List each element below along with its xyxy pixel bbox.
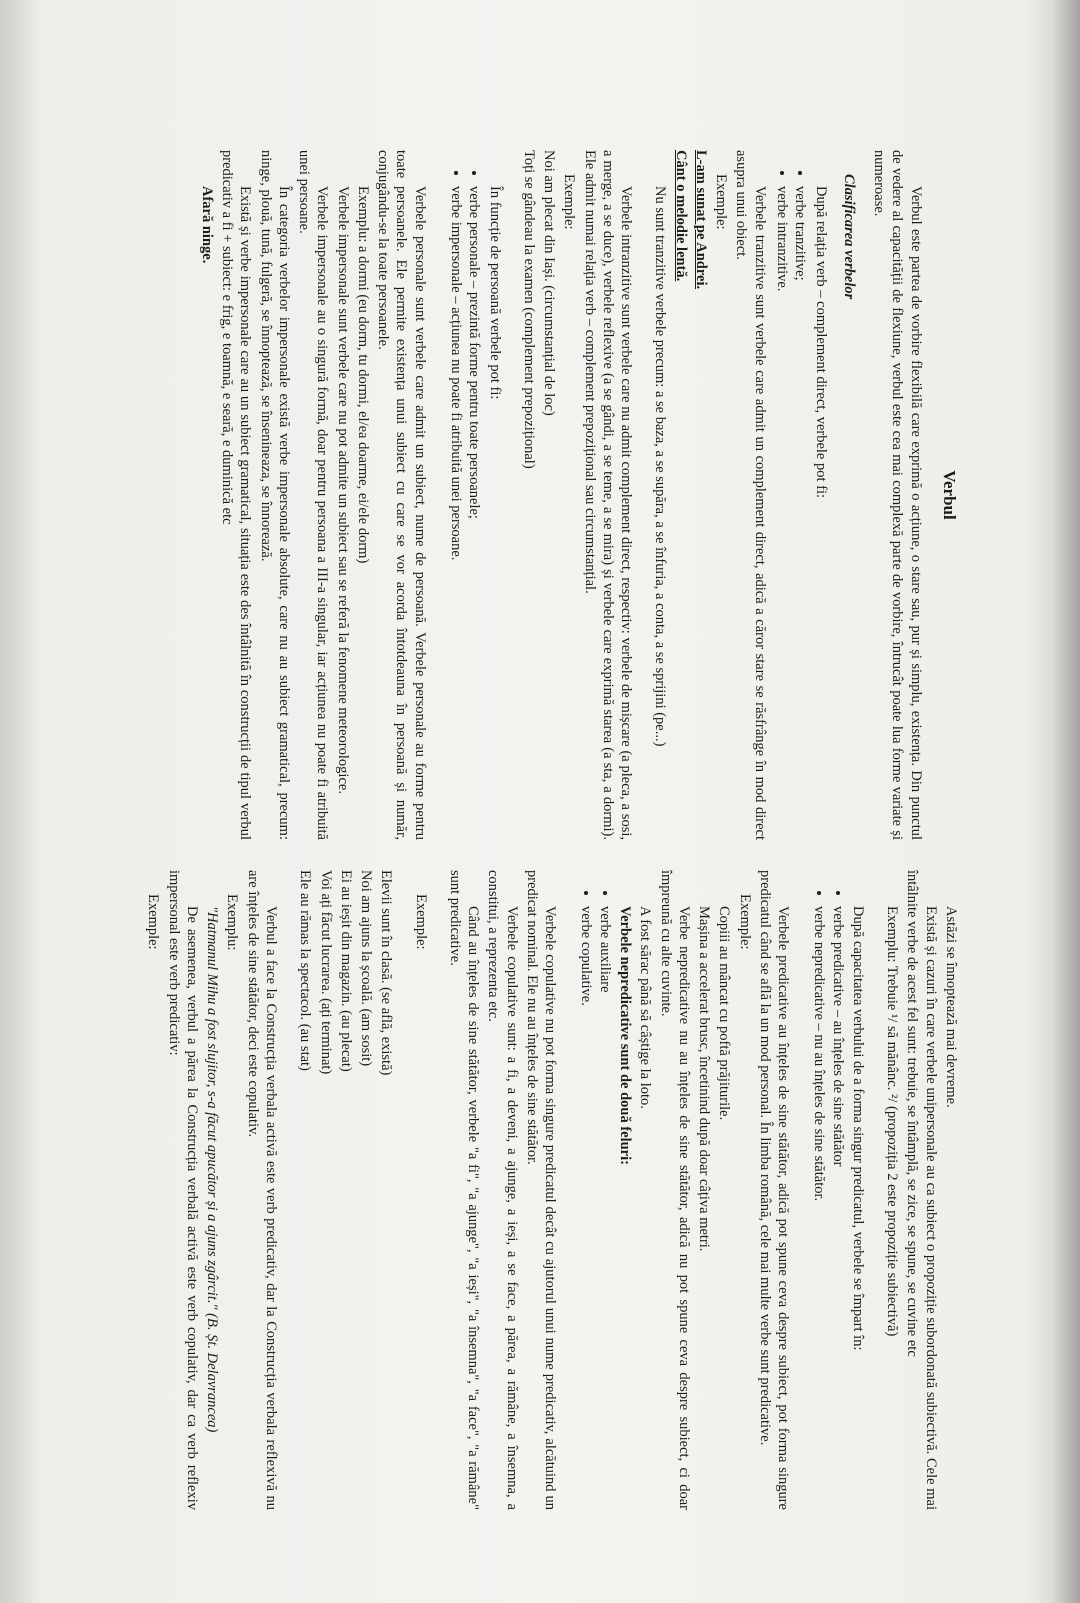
- example-line: Noi am plecat din Iași. (circumstanțial de loc): [541, 150, 558, 416]
- final-example: Afară ninge.: [198, 186, 215, 264]
- right-page: [100, 870, 960, 1510]
- examples-label: Exemple:: [736, 894, 753, 950]
- nonpredicative-example: A fost sărac până să câștige la loto.: [637, 906, 654, 1109]
- predicative-definition: Verbele predicative au înțeles de sine stătător, adică pot spune ceva despre subiect, pot forma singure predicatul când se află la un mod personal. În limba română, cele mai multe verbe sunt predicative.: [756, 870, 792, 1510]
- example-line: Mașina a accelerat brusc, încetinind după doar câțiva metri.: [696, 906, 713, 1252]
- examples-label: Exemple:: [412, 894, 429, 950]
- example-line: Cânt o melodie lentă.: [672, 150, 689, 282]
- example-line: Ele au rămas la spectacol. (au stat): [297, 870, 314, 1071]
- left-page: [100, 150, 960, 840]
- relation-list: [773, 186, 810, 840]
- example-line: L-am sunat pe Andrei.: [692, 150, 709, 290]
- impersonal-definition: Verbele impersonale sunt verbele care nu pot admite un subiect sau se referă la fenomene meteorologice.: [334, 186, 351, 794]
- examples-label: Exemple:: [561, 174, 578, 230]
- examples-label: Exemple:: [713, 174, 730, 230]
- face-note: Verbul a face la Construcția verbala activă este verb predicativ, dar la Construcția verbala reflexivă nu are înțeles de sine stătător, deci este copulativ.: [244, 870, 280, 1510]
- example-label: Exemplu:: [224, 894, 241, 951]
- copulative-list: Verbele copulative sunt: a fi, a deveni, a ajunge, a ieși, a se face, a părea, a rămâne, a însemna, a constitui, a reprezenta etc.: [485, 870, 520, 1510]
- list-item: • verbe personale – prezintă forme pentru toate persoanele;: [465, 186, 483, 840]
- example-line: Voi ați făcut lucrarea. (ați terminat): [317, 870, 334, 1075]
- quote: "Hatmanul Mihu a fost slujitor, s-a făcut apucător și a ajuns zgârcit." (B. Șt. Delavrancea): [204, 906, 221, 1433]
- edge-shadow: [1052, 0, 1080, 1603]
- list-item: • verbe impersonale – acțiunea nu poate fi atribuită unei persoane.: [447, 186, 465, 840]
- capacity-list: [810, 906, 847, 1510]
- trebuie-example: Exemplu: Trebuie ¹/ să mănânc. ²/ (propoziția 2 este propoziție subiectivă): [884, 906, 901, 1337]
- example-line: Ei au ieșit din magazin. (au plecat): [337, 870, 354, 1072]
- list-item: • verbe predicative – au înțeles de sine stătător: [828, 906, 846, 1510]
- relation-intro: După relația verb – complement direct, verbele pot fi:: [812, 186, 829, 499]
- list-item: • verbe nepredicative – nu au înțeles de sine stătător.: [810, 906, 828, 1510]
- parere-note: De asemenea, verbul a părea la Construcția verbală activă este verb copulativ, dar ca verb reflexiv impersonal este verb predicativ:: [165, 870, 200, 1510]
- example-line: Noi am ajuns la școală. (am sosit): [358, 870, 375, 1067]
- example-line: Toți se gândeau la examen (complement prepozițional): [520, 150, 537, 469]
- list-item: • verbe intranzitive.: [773, 186, 791, 840]
- list-item: • verbe copulative.: [577, 906, 595, 1510]
- kinds-list: [577, 906, 614, 1510]
- impersonal-construct: Există și verbe impersonale care au un subiect gramatical, situația este des întâlnită în construcții de tipul verbul predicativ a fi + subiect: e frig, e toamnă, e seară, e duminică etc: [219, 150, 254, 840]
- person-list: [447, 186, 484, 840]
- example-line: Elevii sunt în clasă. (se află, există): [378, 870, 395, 1076]
- impersonal-absolute: În categoria verbelor impersonale există verbe impersonale absolute, care nu au subiect gramatical, precum: ninge, plouă, tună, fulgeră, se înnoptează, se însenineaza, se înnorează.: [257, 150, 292, 840]
- copulative-definition: Verbele copulative nu pot forma singure predicatul decât cu ajutorul unui nume predicativ, alcătuind un predicat nominal. Ele nu au înțeles de sine stătător.: [523, 870, 559, 1510]
- example-line: Copiii au mâncat cu poftă prăjiturile.: [716, 906, 733, 1121]
- capacity-intro: După capacitatea verbului de a forma singur predicatul, verbele se împart în:: [849, 906, 866, 1351]
- transitive-definition: Verbele tranzitive sunt verbele care admit un complement direct, adică a căror stare se răsfrânge în mod direct asupra unui obiect.: [733, 150, 768, 840]
- transitive-note: Nu sunt tranzitive verbele precum: a se baza, a se supăra, a se înfuria, a conta, a se sprijini (pe...): [652, 186, 669, 747]
- list-item: • verbe auxiliare: [595, 906, 613, 1510]
- intro-paragraph: Verbul este partea de vorbire flexibilă care exprimă o acțiune, o stare sau, pur și simplu, existența. Din punctul de vedere al capacității de flexiune, verbul este cea mai complexă parte de vorbire, întrucât poate lua forme variate și numeroase.: [871, 150, 924, 840]
- lead-sentence: Astăzi se înnoptează mai devreme.: [943, 906, 959, 1108]
- intransitive-definition: Verbele intranzitive sunt verbele care nu admit complement direct, respectiv: verbele de mișcare (a pleca, a sosi, a merge, a se duce), verbele reflexive (a se gândi, a se teme, a se mira) și verbele care exprimă starea (a sta, a dormi). Ele admit numai relația verb – complement prepozițional sau circumstanțial.: [581, 150, 635, 840]
- personal-definition: Verbele personale sunt verbele care admit un subiect, nume de persoană. Verbele personale au forme pentru toate persoanele. Ele permite existența unui subiect cu care se vor acorda întotdeauna în persoană și număr, conjugându-se la toate persoanele.: [375, 150, 428, 840]
- list-item: • verbe tranzitive;: [791, 186, 809, 840]
- examples-label: Exemple:: [145, 894, 162, 950]
- person-intro: În funcție de persoană verbele pot fi:: [486, 186, 503, 400]
- personal-example: Exemplu: a dormi (eu dorm, tu dormi, el/ea doarme, ei/ele dorm): [354, 186, 371, 564]
- page-title: Verbul: [940, 470, 959, 520]
- unipersonal-cases: Există și cazuri în care verbele unipersonale au ca subiect o propoziție subordonată subiectivă. Cele mai întâlnite verbe de acest fel sunt: trebuie, se întâmplă, se zice, se spune, se cuvine etc: [904, 870, 939, 1510]
- impersonal-detail: Verbele impersonale au o singură formă, doar pentru persoana a III-a singular, iar acțiunea nu poate fi atribuită unei persoane.: [296, 150, 331, 840]
- classification-heading: Clasificarea verbelor: [840, 174, 857, 300]
- copulative-predicative: Când au înțeles de sine stătător, verbele "a fi", "a ajunge", "a ieși", "a însemna", "a face", "a rămâne" sunt predicative.: [446, 870, 482, 1510]
- nonpredicative-definition: Verbe nepredicative nu au înțeles de sine stătător, adică nu pot spune ceva despre subiect, ci doar împreună cu alte cuvinte.: [657, 870, 692, 1510]
- two-kinds-intro: Verbele nepredicative sunt de două feluri:: [617, 906, 634, 1165]
